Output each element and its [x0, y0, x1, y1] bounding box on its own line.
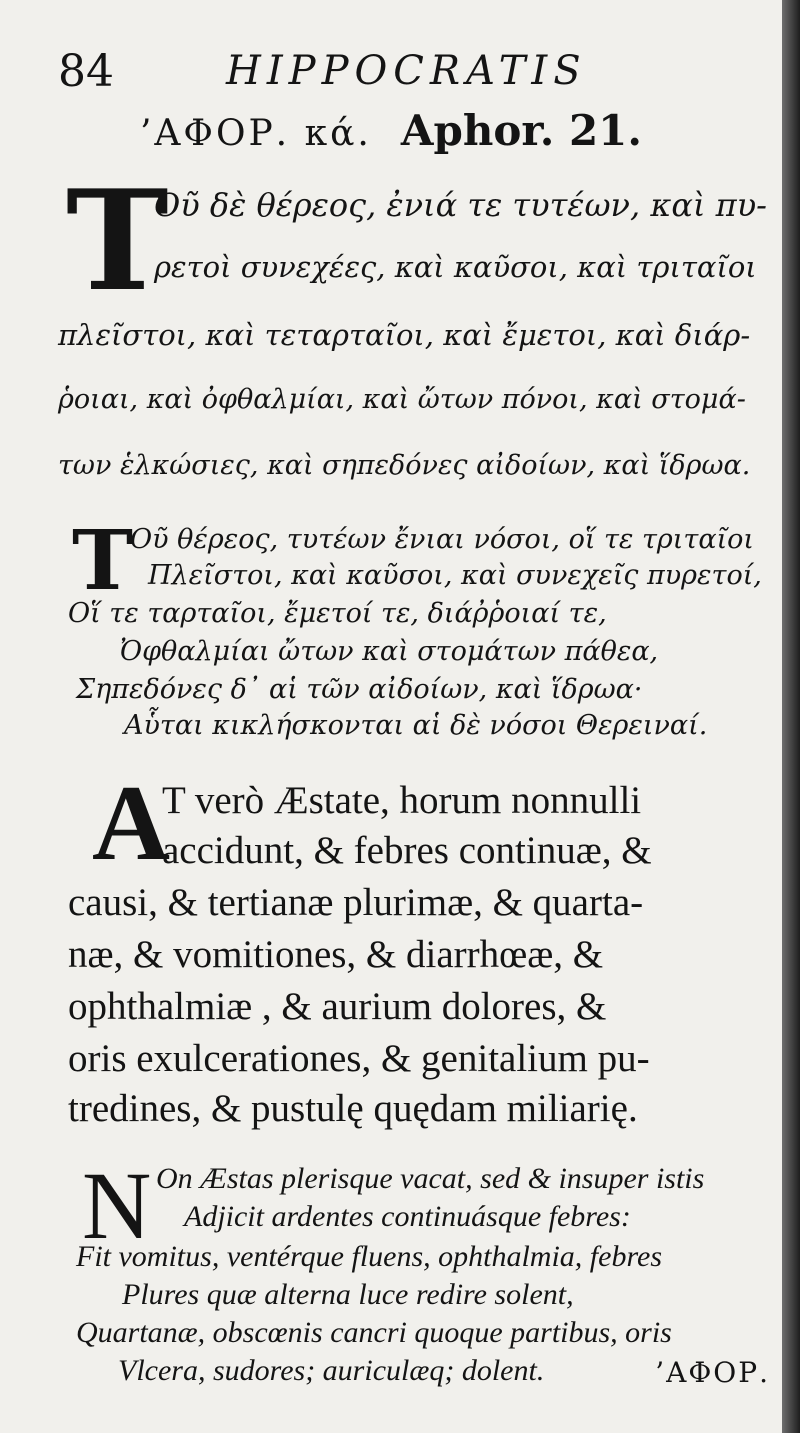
text-line: Σηπεδόνες δ᾽ αἱ τῶν αἰδοίων, καὶ ἵδρωα·: [76, 674, 643, 705]
text-line: Πλεῖστοι, καὶ καῦσοι, καὶ συνεχεῖς πυρετοί,: [148, 560, 762, 591]
text-line: Vlcera, sudores; auriculæq; dolent.: [118, 1354, 545, 1387]
page-number: 84: [58, 46, 114, 97]
text-line: ῥοιαι, καὶ ὀφθαλμίαι, καὶ ὤτων πόνοι, καὶ στομά-: [58, 384, 746, 415]
aphorism-heading: [0, 106, 782, 166]
text-line: On Æstas plerisque vacat, sed & insuper istis: [156, 1162, 705, 1195]
text-line: Οῦ δὲ θέρεος, ἐνιά τε τυτέων, καὶ πυ-: [154, 186, 767, 224]
drop-cap: N: [82, 1152, 152, 1259]
aphorism-heading-latin: Aphor. 21.: [400, 106, 643, 155]
text-line: των ἑλκώσιες, καὶ σηπεδόνες αἰδοίων, καὶ ἵδρωα.: [58, 450, 751, 481]
text-line: næ, & vomitiones, & diarrhœæ, &: [68, 933, 604, 976]
text-line: ophthalmiæ , & aurium dolores, &: [68, 985, 607, 1028]
text-line: Ὀφθαλμίαι ὤτων καὶ στομάτων πάθεα,: [120, 636, 659, 667]
page-edge-shadow: [782, 0, 800, 1433]
drop-cap: T: [66, 159, 169, 322]
aphorism-heading-greek: ’ΑΦΟΡ. κά.: [139, 113, 372, 154]
text-line: accidunt, & febres continuæ, &: [162, 829, 652, 872]
greek-verse-text: [58, 513, 770, 745]
text-line: Fit vomitus, ventérque fluens, ophthalmia, febres: [76, 1240, 663, 1273]
text-line: Adjicit ardentes continuásque febres:: [184, 1200, 631, 1233]
greek-prose-text: [58, 159, 770, 502]
text-line: πλεῖστοι, καὶ τεταρταῖοι, καὶ ἔμετοι, καὶ διάρ-: [58, 318, 751, 352]
text-line: Αὗται κικλήσκονται αἱ δὲ νόσοι Θερειναί.: [124, 710, 708, 741]
text-line: Οῦ θέρεος, τυτέων ἔνιαι νόσοι, οἵ τε τριταῖοι: [130, 524, 754, 555]
running-title: HIPPOCRATIS: [226, 48, 587, 94]
text-line: ρετοὶ συνεχέες, καὶ καῦσοι, καὶ τριταῖοι: [154, 250, 757, 284]
latin-verse-text: [58, 1152, 770, 1408]
latin-prose-text: [58, 764, 770, 1130]
text-line: Plures quæ alterna luce redire solent,: [122, 1278, 574, 1311]
text-line: T verò Æstate, horum nonnulli: [162, 779, 642, 822]
catchword: ’ΑΦΟΡ.: [655, 1356, 770, 1389]
text-line: tredines, & pustulę quędam miliarię.: [68, 1087, 638, 1130]
drop-cap: A: [92, 764, 170, 883]
text-line: Οἵ τε ταρταῖοι, ἔμετοί τε, διάῤῥοιαί τε,: [68, 598, 607, 629]
running-header: [58, 40, 758, 100]
drop-cap: T: [72, 513, 134, 609]
text-line: oris exulcerationes, & genitalium pu-: [68, 1037, 650, 1080]
text-line: causi, & tertianæ plurimæ, & quarta-: [68, 881, 644, 924]
text-line: Quartanæ, obscœnis cancri quoque partibus, oris: [76, 1316, 672, 1349]
